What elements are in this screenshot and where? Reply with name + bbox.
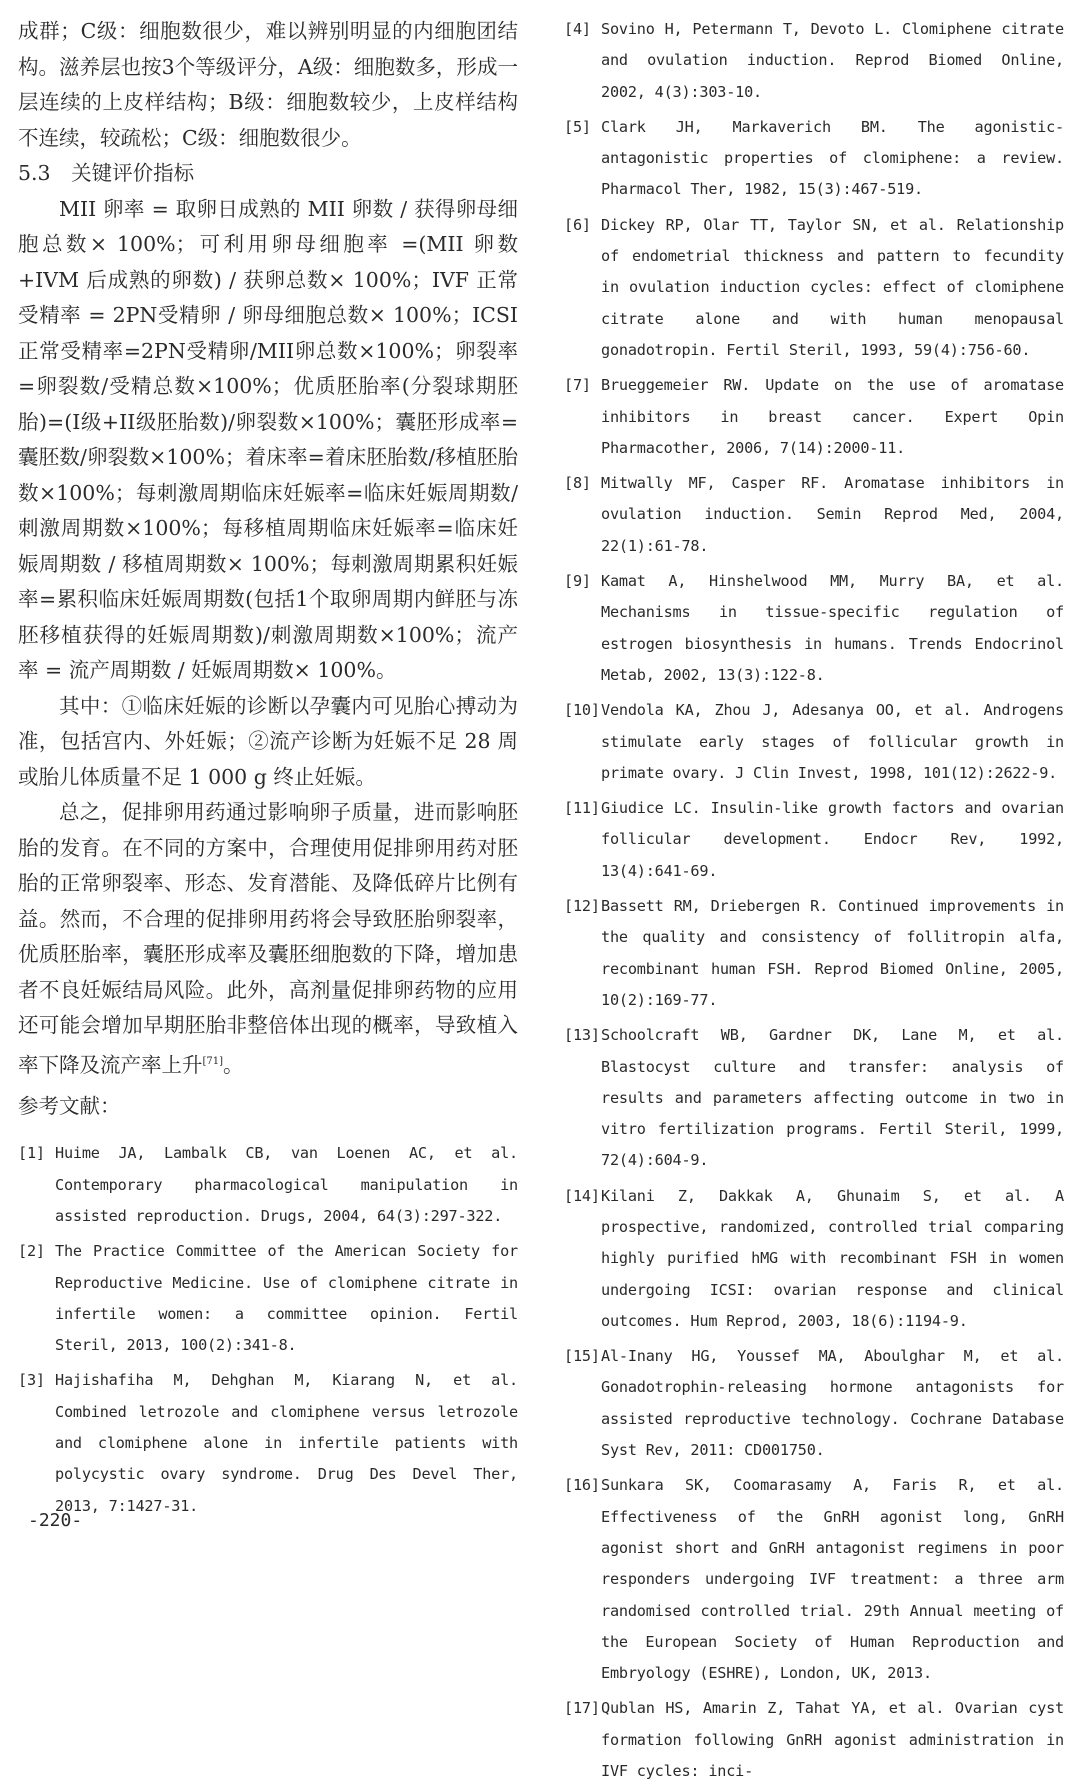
reference-item (564, 1341, 1064, 1466)
reference-item (564, 210, 1064, 366)
reference-item (564, 793, 1064, 887)
section-heading: 5.3 关键评价指标 (18, 161, 195, 185)
reference-item (564, 1181, 1064, 1337)
references-heading: 参考文献： (18, 1093, 121, 1118)
reference-number: [11] (564, 799, 600, 818)
reference-number: [6] (564, 215, 591, 234)
summary-end: 。 (223, 1052, 244, 1077)
reference-item (564, 112, 1064, 206)
reference-number: [3] (18, 1371, 45, 1390)
reference-item (564, 1020, 1064, 1176)
reference-number: [16] (564, 1476, 600, 1495)
reference-text: Mitwally MF, Casper RF. Aromatase inhibitors in ovulation induction. Semin Reprod Med, 2004, 22(1):61-78. (601, 474, 1064, 555)
reference-text: Huime JA, Lambalk CB, van Loenen AC, et al. Contemporary pharmacological manipulation in assisted reproduction. Drugs, 2004, 64(3):297-322. (55, 1144, 518, 1225)
reference-text: Brueggemeier RW. Update on the use of aromatase inhibitors in breast cancer. Expert Opin Pharmacother, 2006, 7(14):2000-11. (601, 376, 1064, 457)
reference-item (564, 370, 1064, 464)
reference-item (564, 1470, 1064, 1689)
reference-number: [1] (18, 1144, 45, 1163)
paragraph-embryo-grading: 成群；C级：细胞数很少，难以辨别明显的内细胞团结构。滋养层也按3个等级评分，A级：细胞数多，形成一层连续的上皮样结构；B级：细胞数较少，上皮样结构不连续，较疏松；C级：细胞数很少。 (18, 19, 518, 150)
reference-number: [15] (564, 1347, 600, 1366)
reference-text: Clark JH, Markaverich BM. The agonistic-antagonistic properties of clomiphene: a review. Pharmacol Ther, 1982, 15(3):467-519. (601, 117, 1064, 199)
reference-item (564, 695, 1064, 789)
reference-item (564, 566, 1064, 691)
left-column (18, 14, 518, 1526)
reference-item (564, 14, 1064, 108)
reference-item (18, 1365, 518, 1521)
reference-text: Kamat A, Hinshelwood MM, Murry BA, et al. Mechanisms in tissue-specific regulation of estrogen biosynthesis in humans. Trends Endocrinol Metab, 2002, 13(3):122-8. (601, 572, 1064, 684)
citation-mark[interactable]: [71] (202, 1055, 224, 1067)
reference-text: Hajishafiha M, Dehghan M, Kiarang N, et al. Combined letrozole and clomiphene versus letrozole and clomiphene alone in infertile patients with polycystic ovary syndrome. Drug Des Devel Ther, 2013, 7:1427-31. (55, 1371, 518, 1515)
reference-text: Bassett RM, Driebergen R. Continued improvements in the quality and consistency of follitropin alfa, recombinant human FSH. Reprod Biomed Online, 2005, 10(2):169-77. (601, 897, 1064, 1009)
reference-item (564, 468, 1064, 562)
paragraph-metrics: MII 卵率 = 取卵日成熟的 MII 卵数 / 获得卵母细胞总数× 100%；可利用卵母细胞率 =(MII 卵数 +IVM 后成熟的卵数) / 获卵总数× 100%；IVF 正常受精率 = 2PN受精卵 / 卵母细胞总数× 100%；ICSI 正常受精率=2PN受精卵/MII卵总数×100%；卵裂率=卵裂数/受精总数×100%；优质胚胎率(分裂球期胚胎)=(I级+II级胚胎数)/卵裂数×100%；囊胚形成率=囊胚数/卵裂数×100%；着床率=着床胚胎数/移植胚胎数×100%；每刺激周期临床妊娠率=临床妊娠周期数/刺激周期数×100%；每移植周期临床妊娠率=临床妊娠周期数 / 移植周期数× 100%；每刺激周期累积妊娠率=累积临床妊娠周期数(包括1个取卵周期内鲜胚与冻胚移植获得的妊娠周期数)/刺激周期数×100%；流产率 = 流产周期数 / 妊娠周期数× 100%。 (18, 196, 518, 682)
reference-number: [9] (564, 572, 591, 591)
reference-number: [7] (564, 376, 591, 395)
reference-item (564, 891, 1064, 1016)
reference-number: [8] (564, 474, 591, 493)
reference-text: Al-Inany HG, Youssef MA, Aboulghar M, et al. Gonadotrophin-releasing hormone antagonists for assisted reproductive technology. Cochrane Database Syst Rev, 2011: CD001750. (601, 1347, 1064, 1460)
reference-text: Giudice LC. Insulin-like growth factors and ovarian follicular development. Endocr Rev, 1992, 13(4):641-69. (601, 799, 1064, 880)
reference-text: Kilani Z, Dakkak A, Ghunaim S, et al. A prospective, randomized, controlled trial comparing highly purified hMG with recombinant FSH in women undergoing ICSI: ovarian response and clinical outcomes. Hum Reprod, 2003, 18(6):1194-9. (601, 1186, 1064, 1330)
reference-list-left (18, 1138, 518, 1522)
reference-text: Sovino H, Petermann T, Devoto L. Clomiphene citrate and ovulation induction. Reprod Biomed Online, 2002, 4(3):303-10. (601, 20, 1064, 101)
reference-list-right (564, 14, 1064, 1787)
summary-text: 总之，促排卵用药通过影响卵子质量，进而影响胚胎的发育。在不同的方案中，合理使用促排卵用药对胚胎的正常卵裂率、形态、发育潜能、及降低碎片比例有益。然而，不合理的促排卵用药将会导致胚胎卵裂率，优质胚胎率，囊胚形成率及囊胚细胞数的下降，增加患者不良妊娠结局风险。此外，高剂量促排卵药物的应用还可能会增加早期胚胎非整倍体出现的概率，导致植入率下降及流产率上升 (18, 800, 518, 1077)
reference-number: [10] (564, 701, 600, 720)
reference-number: [2] (18, 1242, 45, 1261)
reference-number: [17] (564, 1699, 600, 1718)
reference-number: [12] (564, 897, 600, 916)
reference-item (18, 1236, 518, 1361)
reference-text: Vendola KA, Zhou J, Adesanya OO, et al. Androgens stimulate early stages of follicular growth in primate ovary. J Clin Invest, 1998, 101(12):2622-9. (601, 701, 1064, 782)
paragraph-summary (18, 795, 518, 1083)
right-column (564, 14, 1064, 1791)
reference-number: [14] (564, 1186, 600, 1205)
reference-text: Schoolcraft WB, Gardner DK, Lane M, et al. Blastocyst culture and transfer: analysis of results and parameters affecting outcome in two in vitro fertilization programs. Fertil Steril, 1999, 72(4):604-9. (601, 1026, 1064, 1170)
reference-text: The Practice Committee of the American Society for Reproductive Medicine. Use of clomiphene citrate in infertile women: a committee opinion. Fertil Steril, 2013, 100(2):341-8. (55, 1242, 518, 1355)
paragraph-notes: 其中：①临床妊娠的诊断以孕囊内可见胎心搏动为准，包括宫内、外妊娠；②流产诊断为妊娠不足 28 周或胎儿体质量不足 1 000 g 终止妊娠。 (18, 693, 518, 789)
reference-number: [4] (564, 20, 591, 38)
reference-item (18, 1138, 518, 1232)
reference-number: [13] (564, 1026, 600, 1045)
reference-text: Qublan HS, Amarin Z, Tahat YA, et al. Ovarian cyst formation following GnRH agonist administration in IVF cycles: inci- (601, 1699, 1064, 1781)
reference-text: Sunkara SK, Coomarasamy A, Faris R, et al. Effectiveness of the GnRH agonist long, GnRH agonist short and GnRH antagonist regimens in poor responders undergoing IVF treatment: a three arm randomised controlled trial. 29th Annual meeting of the European Society of Human Reproduction and Embryology (ESHRE), London, UK, 2013. (601, 1476, 1064, 1683)
reference-text: Dickey RP, Olar TT, Taylor SN, et al. Relationship of endometrial thickness and pattern to fecundity in ovulation induction cycles: effect of clomiphene citrate alone and with human menopausal gonadotropin. Fertil Steril, 1993, 59(4):756-60. (601, 215, 1064, 359)
reference-number: [5] (564, 117, 591, 136)
page-number: -220- (28, 1510, 83, 1531)
reference-item (564, 1693, 1064, 1787)
